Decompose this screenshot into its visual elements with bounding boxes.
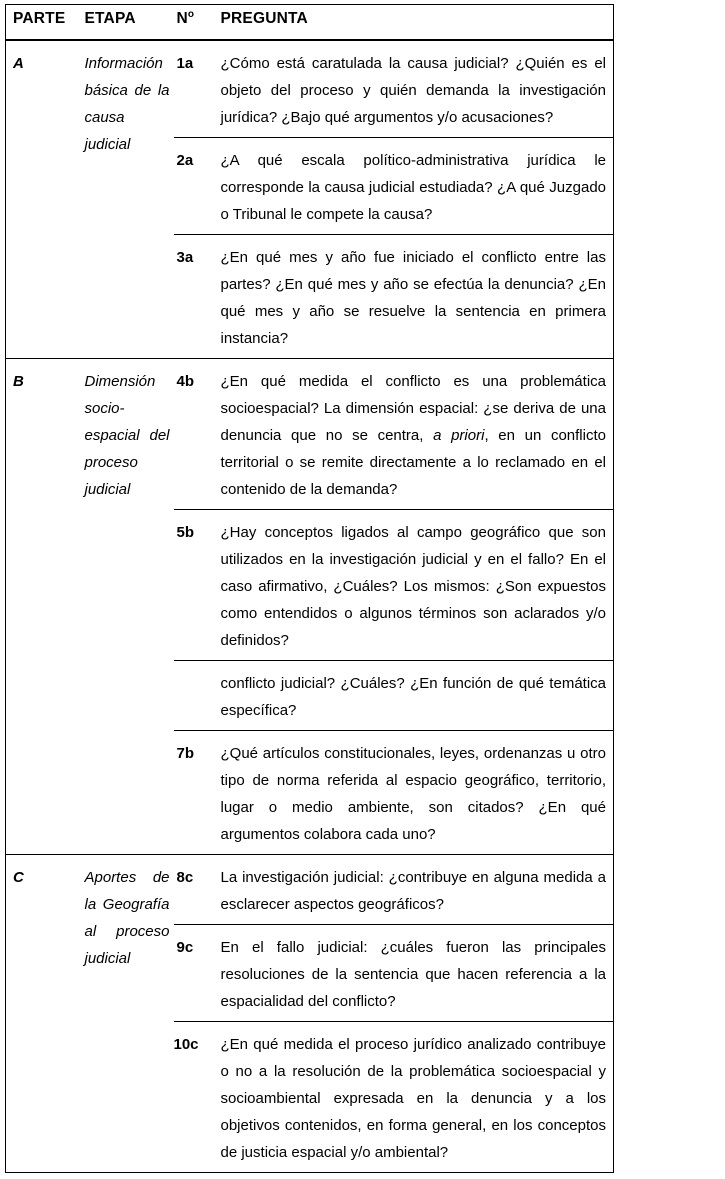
cell-numero: 4b [174,359,212,510]
cell-numero: 3a [174,235,212,359]
questions-table [5,4,614,1173]
cell-parte-c: C [6,855,76,1173]
cell-pregunta [212,359,614,510]
pregunta-part-1: ¿En qué medida el conflicto es una problemática socioespacial? La dimensión espacial: ¿se deriva de una denuncia que no se centra, [220,373,606,444]
table-row [6,40,614,138]
cell-pregunta: ¿En qué medida el proceso jurídico analizado contribuye o no a la resolución de la problemática socioespacial y socioambiental expresada en la denuncia y a los objetivos contenidos, en forma general, en los conceptos de justicia espacial y/o ambiental? [212,1022,614,1173]
cell-numero: 1a [174,40,212,138]
cell-pregunta: ¿Qué artículos constitucionales, leyes, ordenanzas u otro tipo de norma referida al espacio geográfico, territorio, lugar o medio ambiente, son citados? ¿En qué argumentos colabora cada uno? [212,731,614,855]
cell-parte-a: A [6,40,76,359]
cell-parte-b: B [6,359,76,855]
column-header-numero-text: N [176,10,188,27]
cell-pregunta: ¿Hay conceptos ligados al campo geográfico que son utilizados en la investigación judicial y en el fallo? En el caso afirmativo, ¿Cuáles? Los mismos: ¿Son expuestos como entendidos o algunos términos son aclarados y/o definidos? [212,510,614,661]
cell-numero-empty [174,661,212,731]
cell-pregunta: conflicto judicial? ¿Cuáles? ¿En función de qué temática específica? [212,661,614,731]
cell-numero: 8c [174,855,212,925]
pregunta-italic-phrase: a priori [433,427,485,444]
cell-numero: 10c [174,1022,212,1173]
cell-numero: 2a [174,138,212,235]
cell-numero: 9c [174,925,212,1022]
cell-etapa-c: Aportes de la Geografía al proceso judicial [76,855,174,1173]
cell-pregunta: ¿Cómo está caratulada la causa judicial? ¿Quién es el objeto del proceso y quién demanda la investigación jurídica? ¿Bajo qué argumentos y/o acusaciones? [212,40,614,138]
column-header-numero-superscript: o [187,8,195,20]
table-row [6,359,614,510]
cell-etapa-b: Dimensión socio-espacial del proceso judicial [76,359,174,855]
table-header [6,5,614,41]
cell-numero: 7b [174,731,212,855]
cell-pregunta: En el fallo judicial: ¿cuáles fueron las principales resoluciones de la sentencia que hacen referencia a la espacialidad del conflicto? [212,925,614,1022]
cell-pregunta: ¿En qué mes y año fue iniciado el conflicto entre las partes? ¿En qué mes y año se efectúa la denuncia? ¿En qué mes y año se resuelve la sentencia en primera instancia? [212,235,614,359]
column-header-etapa: ETAPA [84,10,136,27]
column-header-pregunta: PREGUNTA [220,10,308,27]
table-row [6,855,614,925]
cell-numero: 5b [174,510,212,661]
cell-pregunta: ¿A qué escala político-administrativa jurídica le corresponde la causa judicial estudiada? ¿A qué Juzgado o Tribunal le compete la causa? [212,138,614,235]
pregunta-part-2: , en un conflicto territorial o se remite directamente a lo reclamado en el contenido de la demanda? [220,427,606,498]
table-header-row [6,5,614,41]
cell-pregunta: La investigación judicial: ¿contribuye en alguna medida a esclarecer aspectos geográficos? [212,855,614,925]
column-header-parte: PARTE [13,10,66,27]
column-header-numero [174,5,212,41]
table-body [6,40,614,1173]
cell-etapa-a: Información básica de la causa judicial [76,40,174,359]
